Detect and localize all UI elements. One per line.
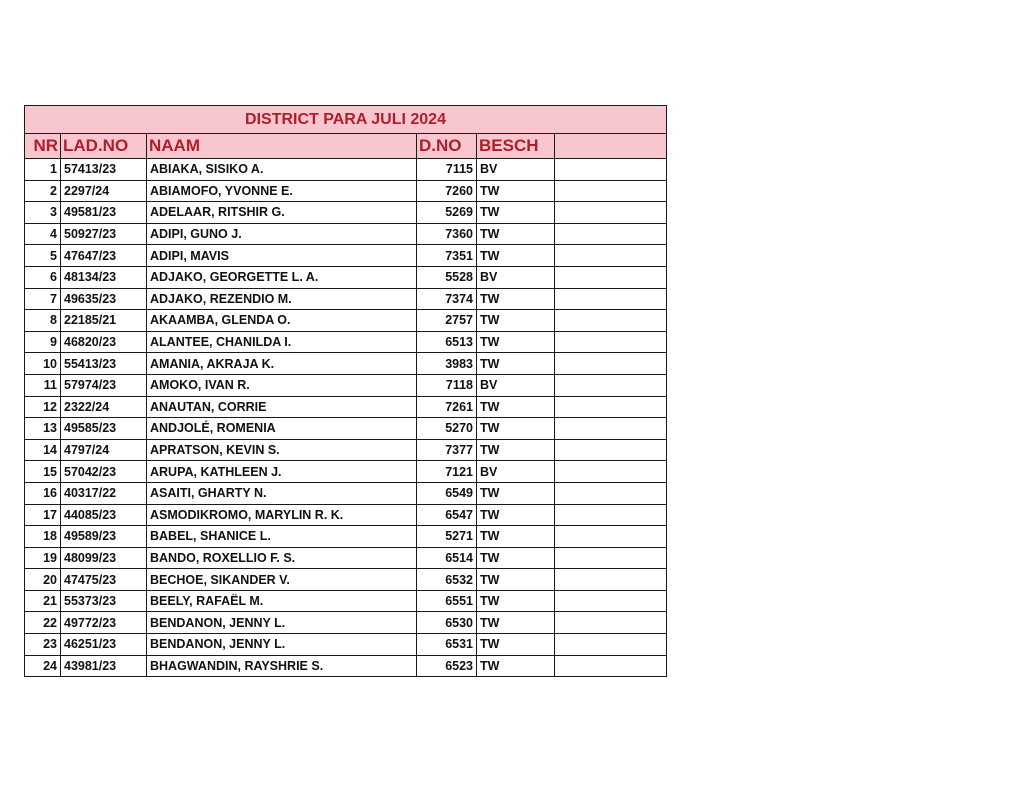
row-besch: BV: [477, 374, 555, 396]
row-nr: 4: [25, 223, 61, 245]
row-nr: 8: [25, 310, 61, 332]
row-besch: TW: [477, 223, 555, 245]
table-row: [25, 180, 667, 202]
row-blank: [555, 547, 667, 569]
row-lad-no: 49772/23: [61, 612, 147, 634]
row-lad-no: 47475/23: [61, 569, 147, 591]
row-naam: APRATSON, KEVIN S.: [147, 439, 417, 461]
row-besch: TW: [477, 612, 555, 634]
row-besch: BV: [477, 159, 555, 181]
table-row: [25, 547, 667, 569]
row-nr: 14: [25, 439, 61, 461]
header-lad-no: LAD.NO: [61, 134, 147, 159]
table-row: [25, 288, 667, 310]
row-d-no: 6514: [417, 547, 477, 569]
row-d-no: 6523: [417, 655, 477, 677]
district-table: [24, 105, 667, 677]
row-blank: [555, 374, 667, 396]
row-besch: TW: [477, 634, 555, 656]
row-naam: ABIAKA, SISIKO A.: [147, 159, 417, 181]
row-naam: ARUPA, KATHLEEN J.: [147, 461, 417, 483]
table-row: [25, 310, 667, 332]
row-naam: AKAAMBA, GLENDA O.: [147, 310, 417, 332]
table-row: [25, 634, 667, 656]
table-row: [25, 461, 667, 483]
row-nr: 11: [25, 374, 61, 396]
row-lad-no: 22185/21: [61, 310, 147, 332]
row-lad-no: 2322/24: [61, 396, 147, 418]
row-d-no: 5271: [417, 526, 477, 548]
header-blank: [555, 134, 667, 159]
row-besch: TW: [477, 655, 555, 677]
row-nr: 16: [25, 482, 61, 504]
row-lad-no: 43981/23: [61, 655, 147, 677]
row-d-no: 6547: [417, 504, 477, 526]
row-lad-no: 55373/23: [61, 590, 147, 612]
row-nr: 19: [25, 547, 61, 569]
row-besch: TW: [477, 288, 555, 310]
row-d-no: 7118: [417, 374, 477, 396]
row-nr: 18: [25, 526, 61, 548]
table-row: [25, 590, 667, 612]
row-nr: 10: [25, 353, 61, 375]
row-blank: [555, 569, 667, 591]
row-d-no: 6549: [417, 482, 477, 504]
row-naam: BENDANON, JENNY L.: [147, 612, 417, 634]
row-besch: TW: [477, 353, 555, 375]
table-row: [25, 612, 667, 634]
row-d-no: 5528: [417, 266, 477, 288]
row-lad-no: 46251/23: [61, 634, 147, 656]
row-besch: TW: [477, 310, 555, 332]
row-blank: [555, 612, 667, 634]
row-naam: ALANTEE, CHANILDA I.: [147, 331, 417, 353]
row-nr: 23: [25, 634, 61, 656]
row-naam: ANDJOLÉ, ROMENIA: [147, 418, 417, 440]
header-nr: NR: [25, 134, 61, 159]
row-nr: 2: [25, 180, 61, 202]
row-d-no: 6532: [417, 569, 477, 591]
row-blank: [555, 634, 667, 656]
row-nr: 17: [25, 504, 61, 526]
row-naam: BHAGWANDIN, RAYSHRIE S.: [147, 655, 417, 677]
row-lad-no: 50927/23: [61, 223, 147, 245]
row-lad-no: 44085/23: [61, 504, 147, 526]
row-blank: [555, 418, 667, 440]
row-lad-no: 55413/23: [61, 353, 147, 375]
row-blank: [555, 266, 667, 288]
row-besch: TW: [477, 202, 555, 224]
row-d-no: 5270: [417, 418, 477, 440]
row-nr: 15: [25, 461, 61, 483]
row-d-no: 7261: [417, 396, 477, 418]
row-d-no: 7377: [417, 439, 477, 461]
title-row: [25, 106, 667, 134]
row-nr: 5: [25, 245, 61, 267]
row-lad-no: 48099/23: [61, 547, 147, 569]
row-nr: 20: [25, 569, 61, 591]
table-row: [25, 439, 667, 461]
row-lad-no: 4797/24: [61, 439, 147, 461]
row-lad-no: 57974/23: [61, 374, 147, 396]
row-naam: AMOKO, IVAN R.: [147, 374, 417, 396]
row-nr: 21: [25, 590, 61, 612]
row-lad-no: 49581/23: [61, 202, 147, 224]
row-besch: TW: [477, 482, 555, 504]
row-d-no: 3983: [417, 353, 477, 375]
row-lad-no: 57413/23: [61, 159, 147, 181]
row-nr: 12: [25, 396, 61, 418]
row-blank: [555, 504, 667, 526]
row-d-no: 7121: [417, 461, 477, 483]
table-row: [25, 223, 667, 245]
row-blank: [555, 202, 667, 224]
row-lad-no: 49589/23: [61, 526, 147, 548]
table-row: [25, 331, 667, 353]
row-nr: 7: [25, 288, 61, 310]
row-d-no: 6513: [417, 331, 477, 353]
row-naam: ADJAKO, REZENDIO M.: [147, 288, 417, 310]
row-blank: [555, 223, 667, 245]
row-blank: [555, 310, 667, 332]
row-naam: AMANIA, AKRAJA K.: [147, 353, 417, 375]
table-row: [25, 374, 667, 396]
row-besch: TW: [477, 569, 555, 591]
table-row: [25, 159, 667, 181]
row-blank: [555, 353, 667, 375]
row-blank: [555, 288, 667, 310]
row-nr: 6: [25, 266, 61, 288]
table-body: [25, 159, 667, 677]
row-lad-no: 48134/23: [61, 266, 147, 288]
table-row: [25, 526, 667, 548]
header-row: [25, 134, 667, 159]
row-besch: TW: [477, 331, 555, 353]
row-besch: TW: [477, 590, 555, 612]
row-blank: [555, 439, 667, 461]
row-besch: TW: [477, 504, 555, 526]
row-d-no: 5269: [417, 202, 477, 224]
row-besch: TW: [477, 547, 555, 569]
row-nr: 1: [25, 159, 61, 181]
row-blank: [555, 245, 667, 267]
row-d-no: 7374: [417, 288, 477, 310]
table-row: [25, 202, 667, 224]
row-blank: [555, 180, 667, 202]
row-lad-no: 2297/24: [61, 180, 147, 202]
row-naam: ASAITI, GHARTY N.: [147, 482, 417, 504]
row-d-no: 7360: [417, 223, 477, 245]
row-d-no: 7351: [417, 245, 477, 267]
row-lad-no: 49635/23: [61, 288, 147, 310]
table-row: [25, 418, 667, 440]
row-naam: BANDO, ROXELLIO F. S.: [147, 547, 417, 569]
row-besch: TW: [477, 245, 555, 267]
row-d-no: 2757: [417, 310, 477, 332]
table-row: [25, 655, 667, 677]
row-besch: TW: [477, 439, 555, 461]
row-naam: ADELAAR, RITSHIR G.: [147, 202, 417, 224]
header-besch: BESCH: [477, 134, 555, 159]
row-naam: ADIPI, GUNO J.: [147, 223, 417, 245]
row-blank: [555, 396, 667, 418]
table-row: [25, 504, 667, 526]
row-blank: [555, 461, 667, 483]
row-besch: TW: [477, 526, 555, 548]
row-lad-no: 47647/23: [61, 245, 147, 267]
table-row: [25, 266, 667, 288]
row-lad-no: 49585/23: [61, 418, 147, 440]
table-row: [25, 396, 667, 418]
row-lad-no: 40317/22: [61, 482, 147, 504]
table-row: [25, 482, 667, 504]
header-d-no: D.NO: [417, 134, 477, 159]
row-naam: BEELY, RAFAËL M.: [147, 590, 417, 612]
table-row: [25, 245, 667, 267]
row-nr: 9: [25, 331, 61, 353]
row-blank: [555, 590, 667, 612]
row-naam: ANAUTAN, CORRIE: [147, 396, 417, 418]
row-naam: ABIAMOFO, YVONNE E.: [147, 180, 417, 202]
row-lad-no: 57042/23: [61, 461, 147, 483]
row-blank: [555, 331, 667, 353]
row-naam: ASMODIKROMO, MARYLIN R. K.: [147, 504, 417, 526]
row-lad-no: 46820/23: [61, 331, 147, 353]
table-title: DISTRICT PARA JULI 2024: [25, 106, 667, 134]
row-besch: TW: [477, 396, 555, 418]
row-d-no: 6530: [417, 612, 477, 634]
row-naam: BENDANON, JENNY L.: [147, 634, 417, 656]
table-row: [25, 569, 667, 591]
row-besch: BV: [477, 266, 555, 288]
row-blank: [555, 526, 667, 548]
row-d-no: 7260: [417, 180, 477, 202]
row-besch: TW: [477, 180, 555, 202]
row-naam: ADIPI, MAVIS: [147, 245, 417, 267]
row-naam: BECHOE, SIKANDER V.: [147, 569, 417, 591]
row-nr: 3: [25, 202, 61, 224]
row-besch: BV: [477, 461, 555, 483]
row-besch: TW: [477, 418, 555, 440]
row-naam: ADJAKO, GEORGETTE L. A.: [147, 266, 417, 288]
row-naam: BABEL, SHANICE L.: [147, 526, 417, 548]
row-nr: 13: [25, 418, 61, 440]
row-blank: [555, 159, 667, 181]
row-blank: [555, 655, 667, 677]
row-d-no: 7115: [417, 159, 477, 181]
table-row: [25, 353, 667, 375]
row-blank: [555, 482, 667, 504]
row-d-no: 6551: [417, 590, 477, 612]
row-d-no: 6531: [417, 634, 477, 656]
header-naam: NAAM: [147, 134, 417, 159]
row-nr: 24: [25, 655, 61, 677]
row-nr: 22: [25, 612, 61, 634]
